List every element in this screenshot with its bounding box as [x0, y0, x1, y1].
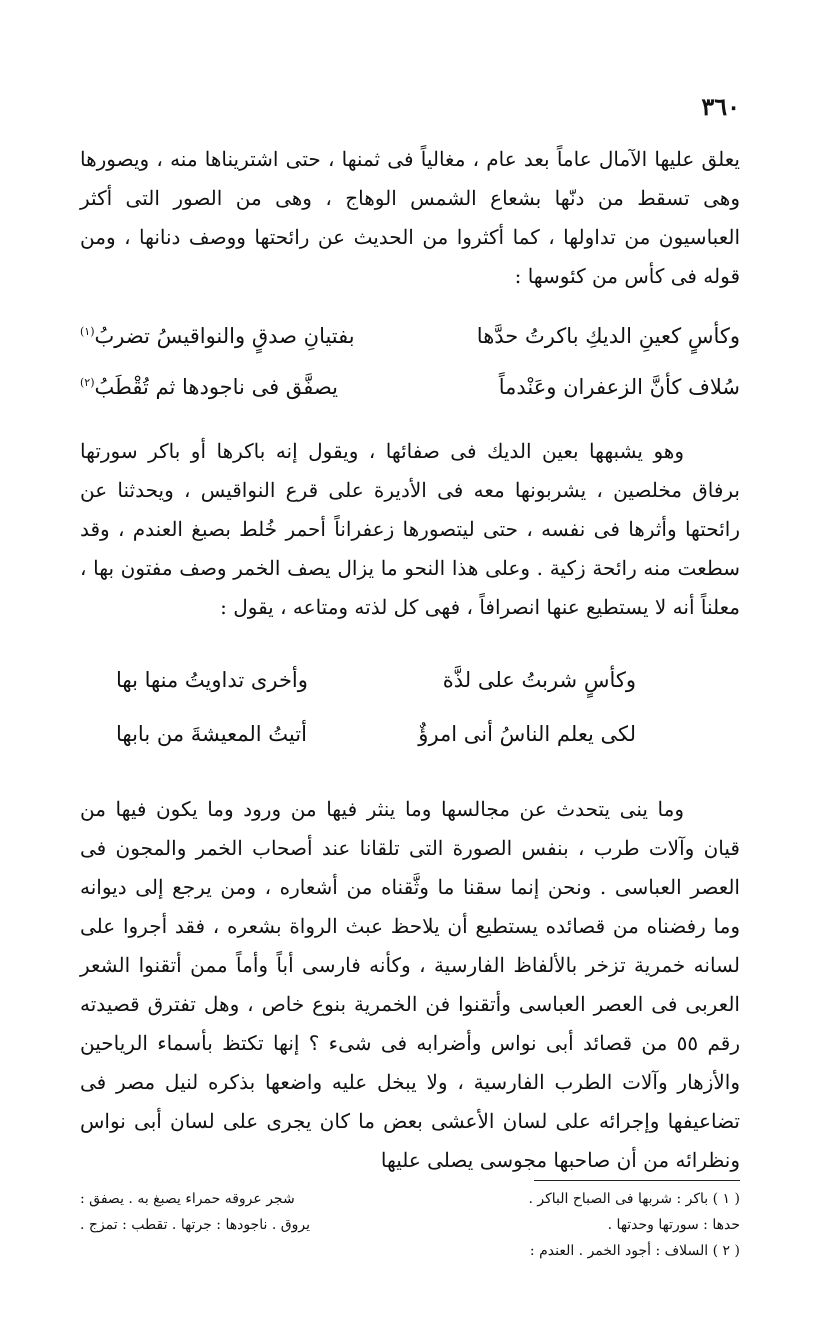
body-text-block-3: [80, 790, 740, 1180]
poem-2-verse-2-first-hemistich: لكى يعلم الناسُ أنى امرؤٌ: [418, 722, 636, 746]
body-text-block-1: [80, 140, 740, 296]
footnote-line-2-left: يروق . ناجودها : جرتها . تقطب : تمزج .: [80, 1217, 310, 1233]
footnote-line-3: [80, 1238, 740, 1264]
poem-1-verse-1-second-hemistich: [80, 324, 355, 348]
footnote-line-3-right: ( ٢ ) السلاف : أجود الخمر . العندم :: [529, 1243, 740, 1259]
paragraph-1: يعلق عليها الآمال عاماً بعد عام ، مغالياً فى ثمنها ، حتى اشتريناها منه ، ويصورها وهى تسقط من دنّها بشعاع الشمس الوهاج ، وهى من الصور التى أكثر العباسيون من تداولها ، كما أكثروا من الحديث عن رائحتها ووصف دنانها ، ومن قوله فى كأس من كئوسها :: [80, 147, 740, 288]
poem-2-verse-1-second-hemistich: وأخرى تداويتُ منها بها: [116, 668, 308, 692]
poem-1: [80, 324, 740, 426]
poem-2-verse-2: [116, 722, 636, 776]
poem-1-verse-2-second-text: يصفَّق فى ناجودها ثم تُقْطَبُ: [94, 375, 338, 399]
poem-2-verse-1-first-hemistich: وكأسٍ شربتُ على لذَّة: [442, 668, 636, 692]
poem-1-verse-1-first-hemistich: وكأسٍ كعينِ الديكِ باكرتُ حدَّها: [476, 324, 740, 348]
footnote-line-1-right: ( ١ ) باكر : شربها فى الصباح الباكر .: [528, 1191, 740, 1207]
footnote-line-2-right: حدها : سورتها وحدتها .: [607, 1217, 740, 1233]
footnote-line-1: [80, 1186, 740, 1212]
footnote-marker-2: (٢): [80, 376, 95, 389]
footnote-line-2: [80, 1212, 740, 1238]
paragraph-3: وما ينى يتحدث عن مجالسها وما ينثر فيها من ورود وما يكون فيها من قيان وآلات طرب ، بنفس الصورة التى تلقانا عند أصحاب الخمر والمجون فى العصر العباسى . ونحن إنما سقنا ما وثَّقناه من أشعاره ، ومن يرجع إلى ديوانه وما رفضناه من قصائده يستطيع أن يلاحظ عبث الرواة بشعره ، فقد أجروا على لسانه خمرية تزخر بالألفاظ الفارسية ، وكأنه فارسى أباً وأماً ممن أتقنوا الشعر العربى فى العصر العباسى وأتقنوا فن الخمرية بنوع خاص ، وهل تفترق قصيدته رقم ٥٥ من قصائد أبى نواس وأضرابه فى شىء ؟ إنها تكتظ بأسماء الرياحين والأزهار وآلات الطرب الفارسية ، ولا يبخل عليه واضعها بذكره لنيل مصر فى تضاعيفها وإجرائه على لسان الأعشى بعض ما كان يجرى على لسان أبى نواس ونظرائه من أن صاحبها مجوسى يصلى عليها: [80, 797, 740, 1172]
footnotes: [80, 1186, 740, 1264]
paragraph-2: وهو يشبهها بعين الديك فى صفائها ، ويقول إنه باكرها أو باكر سورتها برفاق مخلصين ، يشربونها معه فى الأديرة على قرع النواقيس ، ويحدثنا عن رائحتها وأثرها فى نفسه ، حتى ليتصورها زعفراناً أحمر خُلط بصبغ العندم ، وقد سطعت منه رائحة زكية . وعلى هذا النحو ما يزال يصف الخمر وصف مفتون بها ، معلناً أنه لا يستطيع عنها انصرافاً ، فهى كل لذته ومتاعه ، يقول :: [80, 439, 740, 619]
poem-2-verse-1: [116, 668, 636, 722]
poem-1-verse-2: [80, 375, 740, 426]
poem-2: [116, 668, 636, 776]
footnote-line-1-left: شجر عروقه حمراء يصبغ به . يصفق :: [80, 1191, 295, 1207]
poem-1-verse-1: [80, 324, 740, 375]
poem-1-verse-1-second-text: بفتيانِ صدقٍ والنواقيسُ تضربُ: [94, 324, 355, 348]
poem-2-verse-2-second-hemistich: أتيتُ المعيشةَ من بابها: [116, 722, 307, 746]
poem-1-verse-2-second-hemistich: [80, 375, 338, 399]
page-number: ٣٦٠: [701, 92, 740, 121]
poem-1-verse-2-first-hemistich: سُلاف كأنَّ الزعفران وعَنْدماً: [498, 375, 740, 399]
footnote-marker-1: (١): [80, 325, 95, 338]
footnote-divider: [534, 1180, 740, 1181]
body-text-block-2: [80, 432, 740, 627]
